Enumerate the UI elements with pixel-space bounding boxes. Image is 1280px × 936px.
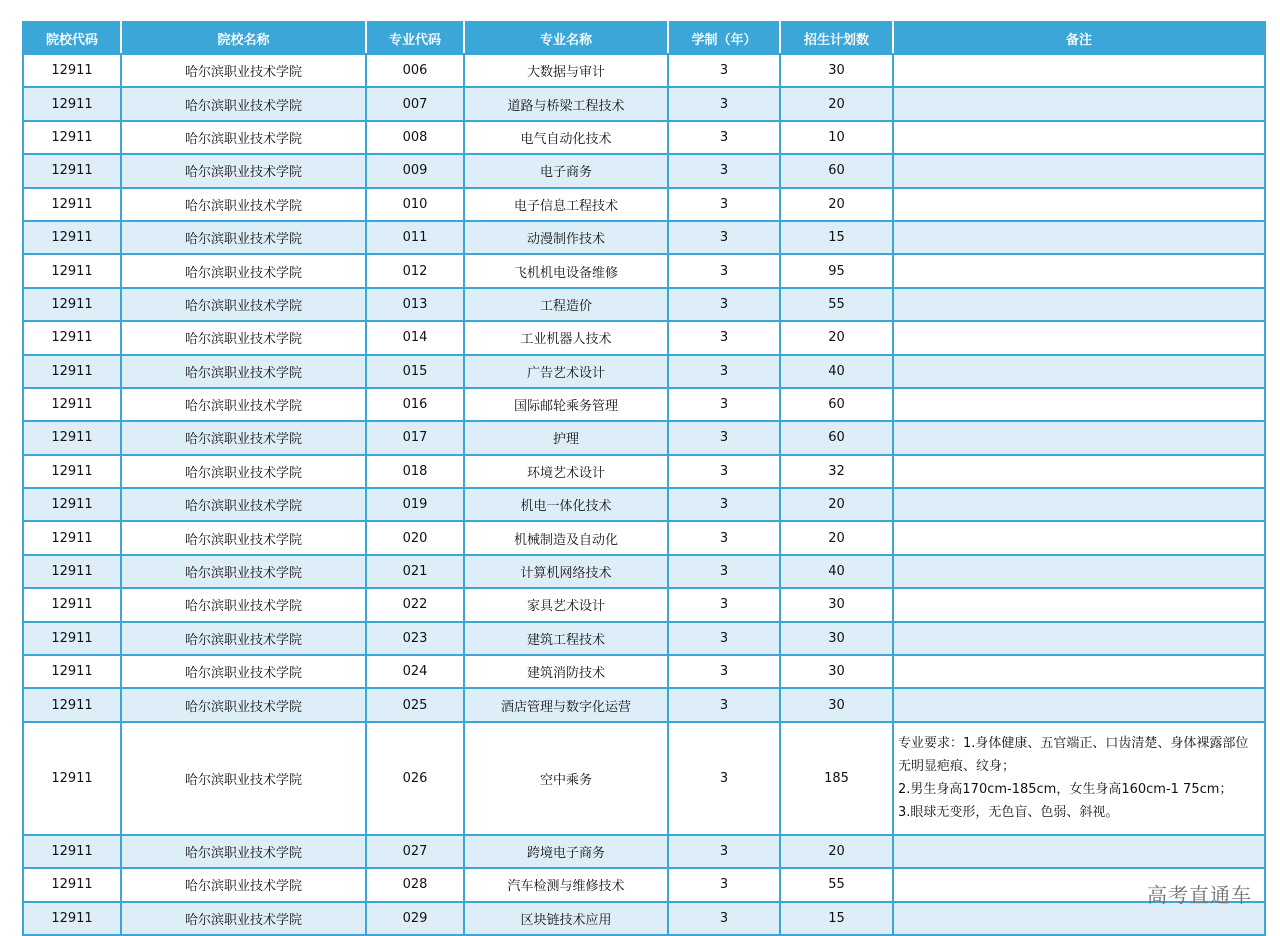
table-row — [23, 355, 1265, 388]
cell-major-name: 环境艺术设计 — [464, 455, 668, 488]
cell-school-code: 12911 — [23, 254, 121, 287]
cell-note: 专业要求：1.身体健康、五官端正、口齿清楚、身体裸露部位无明显疤痕、纹身； 2.男生身高170cm-185cm，女生身高160cm-1 75cm； 3.眼球无变形，无色盲、色弱、斜视。 — [893, 722, 1265, 835]
cell-major-code: 019 — [366, 488, 464, 521]
cell-school-name: 哈尔滨职业技术学院 — [121, 722, 366, 835]
cell-major-code: 024 — [366, 655, 464, 688]
cell-school-code: 12911 — [23, 488, 121, 521]
table-row — [23, 868, 1265, 901]
cell-school-name: 哈尔滨职业技术学院 — [121, 121, 366, 154]
cell-major-name: 动漫制作技术 — [464, 221, 668, 254]
cell-major-code: 014 — [366, 321, 464, 354]
cell-school-name: 哈尔滨职业技术学院 — [121, 421, 366, 454]
cell-years: 3 — [668, 121, 780, 154]
cell-years: 3 — [668, 588, 780, 621]
cell-plan-count: 20 — [780, 188, 893, 221]
cell-major-name: 广告艺术设计 — [464, 355, 668, 388]
cell-note — [893, 622, 1265, 655]
cell-school-name: 哈尔滨职业技术学院 — [121, 488, 366, 521]
cell-plan-count: 30 — [780, 688, 893, 721]
cell-years: 3 — [668, 555, 780, 588]
cell-years: 3 — [668, 321, 780, 354]
cell-plan-count: 55 — [780, 288, 893, 321]
cell-major-code: 013 — [366, 288, 464, 321]
cell-note — [893, 288, 1265, 321]
table-body — [23, 54, 1265, 935]
table-row — [23, 421, 1265, 454]
cell-years: 3 — [668, 221, 780, 254]
cell-school-code: 12911 — [23, 87, 121, 120]
table-row — [23, 321, 1265, 354]
table-row — [23, 835, 1265, 868]
cell-plan-count: 95 — [780, 254, 893, 287]
cell-note — [893, 655, 1265, 688]
cell-major-name: 建筑工程技术 — [464, 622, 668, 655]
cell-years: 3 — [668, 54, 780, 87]
cell-major-name: 飞机机电设备维修 — [464, 254, 668, 287]
cell-years: 3 — [668, 722, 780, 835]
cell-school-name: 哈尔滨职业技术学院 — [121, 221, 366, 254]
cell-major-code: 016 — [366, 388, 464, 421]
cell-major-code: 026 — [366, 722, 464, 835]
cell-major-code: 029 — [366, 902, 464, 935]
cell-plan-count: 15 — [780, 221, 893, 254]
enrollment-table-container — [22, 21, 1264, 936]
cell-school-name: 哈尔滨职业技术学院 — [121, 355, 366, 388]
cell-school-code: 12911 — [23, 121, 121, 154]
cell-school-code: 12911 — [23, 288, 121, 321]
cell-major-code: 015 — [366, 355, 464, 388]
table-row — [23, 87, 1265, 120]
cell-plan-count: 60 — [780, 154, 893, 187]
cell-school-name: 哈尔滨职业技术学院 — [121, 321, 366, 354]
cell-note — [893, 388, 1265, 421]
cell-school-code: 12911 — [23, 902, 121, 935]
cell-major-code: 011 — [366, 221, 464, 254]
cell-school-name: 哈尔滨职业技术学院 — [121, 154, 366, 187]
cell-plan-count: 32 — [780, 455, 893, 488]
cell-years: 3 — [668, 868, 780, 901]
table-header-row — [23, 22, 1265, 54]
cell-school-code: 12911 — [23, 421, 121, 454]
cell-years: 3 — [668, 421, 780, 454]
cell-school-code: 12911 — [23, 722, 121, 835]
cell-school-code: 12911 — [23, 388, 121, 421]
cell-years: 3 — [668, 355, 780, 388]
cell-plan-count: 30 — [780, 588, 893, 621]
cell-school-code: 12911 — [23, 355, 121, 388]
table-row — [23, 388, 1265, 421]
cell-school-name: 哈尔滨职业技术学院 — [121, 902, 366, 935]
cell-note — [893, 555, 1265, 588]
cell-major-name: 电子商务 — [464, 154, 668, 187]
header-years: 学制（年） — [668, 22, 780, 54]
cell-plan-count: 20 — [780, 321, 893, 354]
cell-years: 3 — [668, 521, 780, 554]
table-row — [23, 455, 1265, 488]
header-note: 备注 — [893, 22, 1265, 54]
cell-note — [893, 455, 1265, 488]
cell-years: 3 — [668, 188, 780, 221]
cell-major-name: 护理 — [464, 421, 668, 454]
header-major-name: 专业名称 — [464, 22, 668, 54]
cell-note — [893, 488, 1265, 521]
cell-school-code: 12911 — [23, 521, 121, 554]
cell-years: 3 — [668, 655, 780, 688]
cell-major-code: 023 — [366, 622, 464, 655]
cell-major-code: 021 — [366, 555, 464, 588]
table-row — [23, 288, 1265, 321]
cell-plan-count: 20 — [780, 87, 893, 120]
cell-major-name: 道路与桥梁工程技术 — [464, 87, 668, 120]
cell-note — [893, 54, 1265, 87]
cell-major-code: 009 — [366, 154, 464, 187]
cell-major-name: 区块链技术应用 — [464, 902, 668, 935]
cell-major-name: 计算机网络技术 — [464, 555, 668, 588]
cell-major-name: 国际邮轮乘务管理 — [464, 388, 668, 421]
cell-school-name: 哈尔滨职业技术学院 — [121, 455, 366, 488]
cell-major-name: 汽车检测与维修技术 — [464, 868, 668, 901]
cell-major-code: 018 — [366, 455, 464, 488]
cell-plan-count: 40 — [780, 555, 893, 588]
cell-school-name: 哈尔滨职业技术学院 — [121, 868, 366, 901]
cell-plan-count: 20 — [780, 488, 893, 521]
header-school-name: 院校名称 — [121, 22, 366, 54]
table-row — [23, 54, 1265, 87]
cell-major-name: 工程造价 — [464, 288, 668, 321]
cell-note — [893, 588, 1265, 621]
cell-major-code: 025 — [366, 688, 464, 721]
cell-years: 3 — [668, 288, 780, 321]
cell-major-name: 空中乘务 — [464, 722, 668, 835]
cell-school-code: 12911 — [23, 154, 121, 187]
cell-plan-count: 60 — [780, 421, 893, 454]
cell-major-name: 电气自动化技术 — [464, 121, 668, 154]
cell-plan-count: 30 — [780, 655, 893, 688]
cell-school-code: 12911 — [23, 655, 121, 688]
cell-school-code: 12911 — [23, 455, 121, 488]
cell-school-name: 哈尔滨职业技术学院 — [121, 254, 366, 287]
table-row — [23, 488, 1265, 521]
cell-school-name: 哈尔滨职业技术学院 — [121, 555, 366, 588]
cell-plan-count: 55 — [780, 868, 893, 901]
cell-years: 3 — [668, 254, 780, 287]
cell-plan-count: 185 — [780, 722, 893, 835]
cell-major-code: 022 — [366, 588, 464, 621]
cell-years: 3 — [668, 388, 780, 421]
cell-major-name: 建筑消防技术 — [464, 655, 668, 688]
cell-plan-count: 10 — [780, 121, 893, 154]
cell-note — [893, 188, 1265, 221]
cell-years: 3 — [668, 488, 780, 521]
table-row — [23, 188, 1265, 221]
table-row — [23, 722, 1265, 835]
cell-plan-count: 60 — [780, 388, 893, 421]
cell-school-name: 哈尔滨职业技术学院 — [121, 655, 366, 688]
table-row — [23, 254, 1265, 287]
cell-major-code: 007 — [366, 87, 464, 120]
cell-major-name: 酒店管理与数字化运营 — [464, 688, 668, 721]
cell-school-name: 哈尔滨职业技术学院 — [121, 622, 366, 655]
cell-school-code: 12911 — [23, 54, 121, 87]
cell-school-name: 哈尔滨职业技术学院 — [121, 588, 366, 621]
cell-note — [893, 355, 1265, 388]
table-row — [23, 221, 1265, 254]
cell-note — [893, 688, 1265, 721]
cell-note — [893, 254, 1265, 287]
cell-school-name: 哈尔滨职业技术学院 — [121, 188, 366, 221]
cell-school-code: 12911 — [23, 588, 121, 621]
cell-note — [893, 421, 1265, 454]
cell-major-name: 大数据与审计 — [464, 54, 668, 87]
cell-note — [893, 835, 1265, 868]
cell-major-code: 028 — [366, 868, 464, 901]
header-school-code: 院校代码 — [23, 22, 121, 54]
cell-major-name: 机电一体化技术 — [464, 488, 668, 521]
cell-major-name: 跨境电子商务 — [464, 835, 668, 868]
cell-years: 3 — [668, 455, 780, 488]
cell-plan-count: 20 — [780, 521, 893, 554]
cell-school-code: 12911 — [23, 688, 121, 721]
table-row — [23, 154, 1265, 187]
cell-major-code: 017 — [366, 421, 464, 454]
watermark: 高考直通车 — [1147, 883, 1252, 907]
cell-school-name: 哈尔滨职业技术学院 — [121, 388, 366, 421]
cell-note — [893, 321, 1265, 354]
cell-major-code: 012 — [366, 254, 464, 287]
table-row — [23, 688, 1265, 721]
cell-school-code: 12911 — [23, 555, 121, 588]
cell-school-name: 哈尔滨职业技术学院 — [121, 521, 366, 554]
cell-note — [893, 121, 1265, 154]
cell-note — [893, 221, 1265, 254]
cell-school-code: 12911 — [23, 188, 121, 221]
cell-years: 3 — [668, 154, 780, 187]
table-row — [23, 555, 1265, 588]
header-plan-count: 招生计划数 — [780, 22, 893, 54]
cell-plan-count: 30 — [780, 622, 893, 655]
cell-school-name: 哈尔滨职业技术学院 — [121, 288, 366, 321]
table-row — [23, 622, 1265, 655]
cell-note — [893, 154, 1265, 187]
cell-school-name: 哈尔滨职业技术学院 — [121, 835, 366, 868]
cell-school-name: 哈尔滨职业技术学院 — [121, 87, 366, 120]
cell-school-code: 12911 — [23, 868, 121, 901]
cell-major-code: 020 — [366, 521, 464, 554]
cell-major-name: 电子信息工程技术 — [464, 188, 668, 221]
cell-years: 3 — [668, 688, 780, 721]
cell-school-code: 12911 — [23, 835, 121, 868]
cell-plan-count: 40 — [780, 355, 893, 388]
cell-note — [893, 87, 1265, 120]
cell-major-name: 家具艺术设计 — [464, 588, 668, 621]
header-major-code: 专业代码 — [366, 22, 464, 54]
table-row — [23, 902, 1265, 935]
cell-major-code: 008 — [366, 121, 464, 154]
cell-plan-count: 20 — [780, 835, 893, 868]
cell-years: 3 — [668, 835, 780, 868]
cell-major-name: 工业机器人技术 — [464, 321, 668, 354]
cell-school-name: 哈尔滨职业技术学院 — [121, 54, 366, 87]
cell-years: 3 — [668, 87, 780, 120]
cell-years: 3 — [668, 902, 780, 935]
cell-school-code: 12911 — [23, 622, 121, 655]
cell-major-name: 机械制造及自动化 — [464, 521, 668, 554]
cell-school-name: 哈尔滨职业技术学院 — [121, 688, 366, 721]
table-row — [23, 521, 1265, 554]
table-row — [23, 655, 1265, 688]
table-row — [23, 121, 1265, 154]
cell-major-code: 010 — [366, 188, 464, 221]
cell-years: 3 — [668, 622, 780, 655]
enrollment-plan-table — [22, 21, 1266, 936]
cell-plan-count: 30 — [780, 54, 893, 87]
cell-plan-count: 15 — [780, 902, 893, 935]
cell-major-code: 027 — [366, 835, 464, 868]
cell-note — [893, 521, 1265, 554]
cell-school-code: 12911 — [23, 321, 121, 354]
table-row — [23, 588, 1265, 621]
cell-major-code: 006 — [366, 54, 464, 87]
cell-school-code: 12911 — [23, 221, 121, 254]
